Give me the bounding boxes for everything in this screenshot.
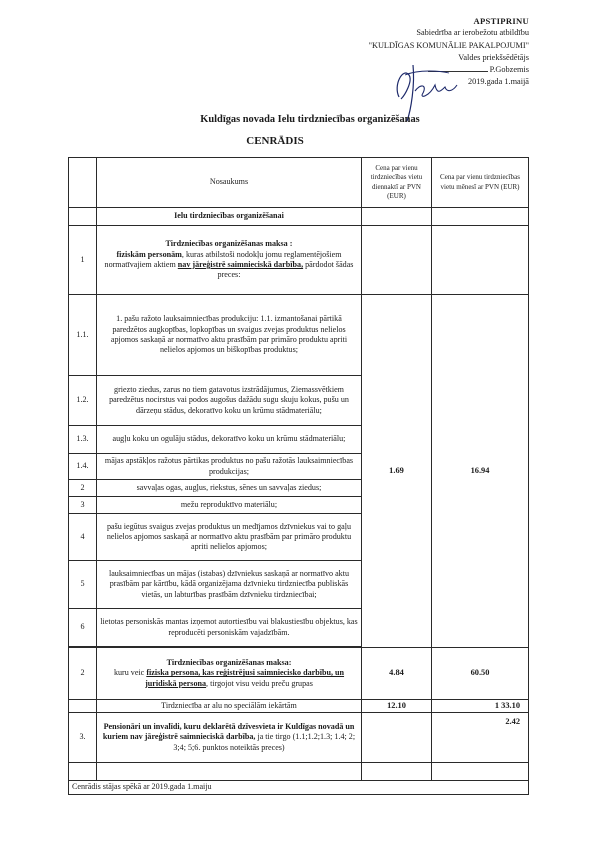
row-text: griezto ziedus, zarus no tiem gatavotus izstrādājumus, Ziemassvētkiem paredzētus nocirstus vai podos augošus dažādu sugu skuju kokus, pušu un dārzeņu stādus, dekoratīvo koku un krūmu stādmateriālu; [97, 376, 362, 426]
row-text: lauksaimniecības un mājas (istabas) dzīvniekus saskaņā ar normatīvo aktu prasībām par kārtību, kādā organizējama dzīvnieku tirdzniecība publiskās vietās, un labturības prasībām dzīvnieku tirdzniecībai; [97, 561, 362, 609]
row-text: Pensionāri un invalīdi, kuru deklarētā dzīvesvieta ir Kuldīgas novadā un kuriem nav jāreģistrē saimnieciskā darbība, ja tie tirgo (1.1;1.2;1.3; 1.4; 2; 3;4; 5;6. punktos noteiktās preces) [97, 713, 362, 763]
month-price-3: 1 33.10 [432, 700, 529, 713]
approval-company-name: "KULDĪGAS KOMUNĀLIE PAKALPOJUMI" [368, 40, 529, 50]
price-table [68, 157, 528, 795]
page-subtitle: CENRĀDIS [246, 135, 304, 147]
day-price-3: 12.10 [362, 700, 432, 713]
row-number: 1.4. [69, 454, 97, 480]
row-text: Tirdzniecības organizēšanas maksa: kuru veic fiziska persona, kas reģistrējusi saimniecisko darbību, un juridiskā persona, tirgojot visu veidu preču grupas [97, 648, 362, 700]
header-month-price: Cena par vienu tirdzniecības vietu mēnesī ar PVN (EUR) [432, 158, 529, 208]
row-number: 4 [69, 514, 97, 561]
section-title: Ielu tirdzniecības organizēšanai [97, 208, 362, 226]
page-title: Kuldīgas novada Ielu tirdzniecības organizēšanas [200, 114, 420, 125]
row-text: augļu koku un ogulāju stādus, dekoratīvo koku un krūmu stādmateriālu; [97, 426, 362, 454]
table-row [69, 648, 529, 700]
day-price-2: 4.84 [362, 648, 432, 700]
row-text: 1. pašu ražoto lauksaimniecības produkciju: 1.1. izmantošanai pārtikā paredzētos augkopības, lopkopības un svaigus zvejas produktus nelielos apjomos saskaņā ar normatīvo aktu prasībām par primāro produktu apriti nelielos apjomos un biškopības produktus; [97, 295, 362, 376]
table-row [69, 700, 529, 713]
approval-date: 2019.gada 1.maijā [467, 77, 529, 87]
row-text: savvaļas ogas, augļus, riekstus, sēnes un savvaļas ziedus; [97, 480, 362, 497]
row-number: 2 [69, 480, 97, 497]
table-row [69, 226, 529, 295]
row-number: 3 [69, 497, 97, 514]
header-day-price: Cena par vienu tirdzniecības vietu diennaktī ar PVN (EUR) [362, 158, 432, 208]
table-row [69, 295, 529, 376]
row-text: Tirdzniecība ar alu no speciālām iekārtām [97, 700, 362, 713]
row-number: 1.1. [69, 295, 97, 376]
month-price-4: 2.42 [432, 713, 529, 763]
month-price-2: 60.50 [432, 648, 529, 700]
approval-signer: P.Gobzemis [369, 64, 529, 76]
row-number: 5 [69, 561, 97, 609]
table-header [69, 158, 529, 208]
row-text: pašu iegūtus svaigus zvejas produktus un medījamos dzīvniekus vai to gaļu nelielos apjomos saskaņā ar normatīvo aktu prasībām par primāro produktu apriti nelielos apjomos; [97, 514, 362, 561]
approval-company-type: Sabiedrība ar ierobežotu atbildību [416, 28, 529, 38]
row-text: lietotas personiskās mantas izņemot autortiesību vai blakustiesību objektus, kas reproducēti personiskām vajadzībām. [97, 609, 362, 647]
row-text: mājas apstākļos ražotus pārtikas produktus no pašu ražotās lauksaimniecības produkcijas; [97, 454, 362, 480]
header-number [69, 158, 97, 208]
header-name: Nosaukums [97, 158, 362, 208]
row-number: 1 [69, 226, 97, 295]
footer-note: Cenrādis stājas spēkā ar 2019.gada 1.maiju [69, 781, 529, 795]
approval-position: Valdes priekšsēdētājs [458, 52, 529, 62]
approval-heading: APSTIPRINU [473, 16, 529, 26]
row-text: Tirdzniecības organizēšanas maksa : fiziskām personām, kuras atbilstoši nodokļu jomu reglamentējošiem normatīvajiem aktiem nav jāreģistrē saimnieciskā darbība, pārdodot šādas preces: [97, 226, 362, 295]
table-row [69, 713, 529, 763]
row-number: 1.3. [69, 426, 97, 454]
row-number: 3. [69, 713, 97, 763]
day-price-1: 1.69 [362, 295, 432, 648]
row-number: 1.2. [69, 376, 97, 426]
footer-row [69, 781, 529, 795]
row-number: 2 [69, 648, 97, 700]
row-text: mežu reproduktīvo materiālu; [97, 497, 362, 514]
row-number: 6 [69, 609, 97, 647]
spacer-row [69, 763, 529, 781]
month-price-1: 16.94 [432, 295, 529, 648]
section-row [69, 208, 529, 226]
